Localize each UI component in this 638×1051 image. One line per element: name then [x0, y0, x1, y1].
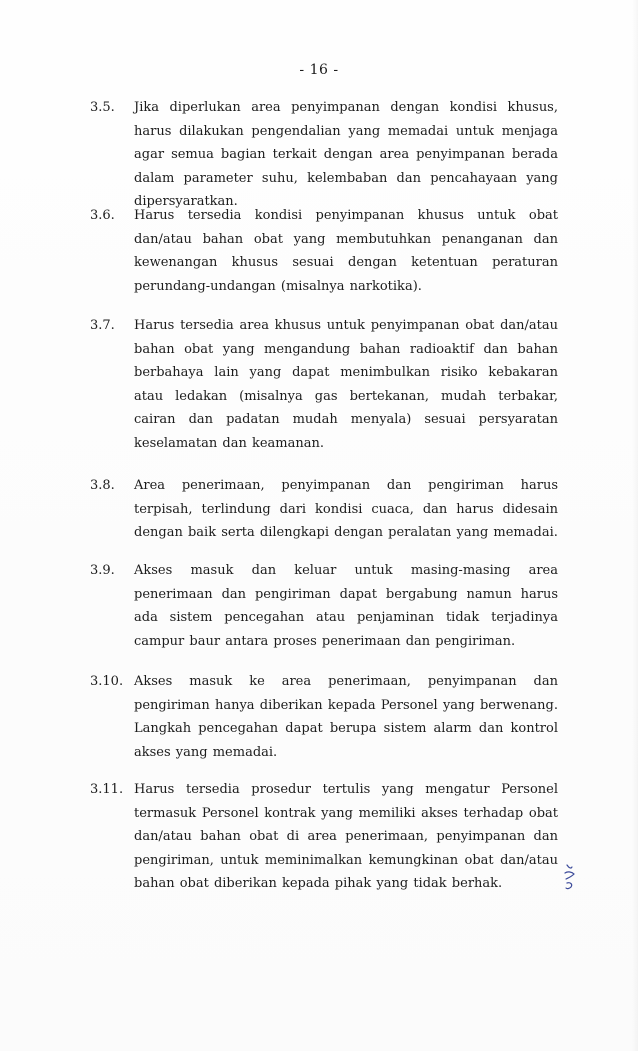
section-paragraph: Harus tersedia kondisi penyimpanan khusus untuk obat dan/atau bahan obat yang membutuhkan penanganan dan kewenangan khusus sesuai dengan ketentuan peraturan perundang-undangan (misalnya narkotika). — [134, 208, 558, 294]
section-number: 3.10. — [90, 674, 124, 689]
section-number: 3.8. — [90, 478, 115, 493]
section-number: 3.11. — [90, 782, 124, 797]
section-paragraph: Area penerimaan, penyimpanan dan pengiriman harus terpisah, terlindung dari kondisi cuaca, dan harus didesain dengan baik serta dilengkapi dengan peralatan yang memadai. — [134, 478, 558, 540]
scan-edge-shadow — [632, 0, 638, 1051]
section-number: 3.6. — [90, 208, 115, 223]
section-paragraph: Jika diperlukan area penyimpanan dengan kondisi khusus, harus dilakukan pengendalian yang memadai untuk menjaga agar semua bagian terkait dengan area penyimpanan berada dalam parameter suhu, kelembaban dan pencahayaan yang dipersyaratkan. — [134, 100, 558, 209]
section-paragraph: Harus tersedia prosedur tertulis yang mengatur Personel termasuk Personel kontrak yang memiliki akses terhadap obat dan/atau bahan obat di area penerimaan, penyimpanan dan pengiriman, untuk meminimalkan kemungkinan obat dan/atau bahan obat diberikan kepada pihak yang tidak berhak. — [134, 782, 558, 891]
section-number: 3.7. — [90, 318, 115, 333]
section-paragraph: Akses masuk dan keluar untuk masing-masing area penerimaan dan pengiriman dapat bergabung namun harus ada sistem pencegahan atau penjaminan tidak terjadinya campur baur antara proses penerimaan dan pengiriman. — [134, 563, 558, 649]
handwritten-initial-icon — [561, 862, 579, 892]
section-number: 3.9. — [90, 563, 115, 578]
section-paragraph: Harus tersedia area khusus untuk penyimpanan obat dan/atau bahan obat yang mengandung bahan radioaktif dan bahan berbahaya lain yang dapat menimbulkan risiko kebakaran atau ledakan (misalnya gas bertekanan, mudah terbakar, cairan dan padatan mudah menyala) sesuai persyaratan keselamatan dan keamanan. — [134, 318, 558, 451]
section-number: 3.5. — [90, 100, 115, 115]
section-paragraph: Akses masuk ke area penerimaan, penyimpanan dan pengiriman hanya diberikan kepada Personel yang berwenang. Langkah pencegahan dapat berupa sistem alarm dan kontrol akses yang memadai. — [134, 674, 558, 760]
page-number: - 16 - — [299, 62, 339, 78]
